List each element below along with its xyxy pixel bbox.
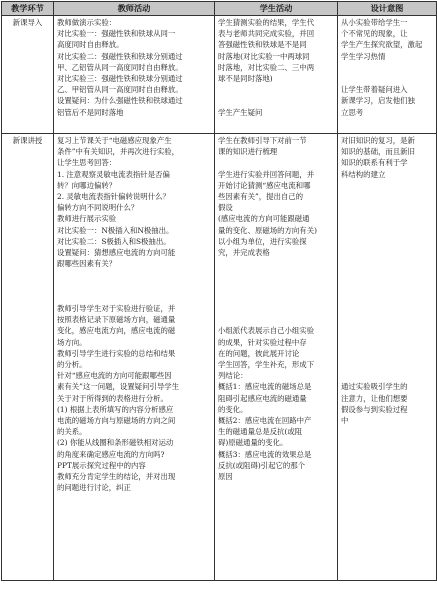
text-line: 从小实验带给学生一 [341,18,408,27]
text-line: 偏转方向不同说明什么？ [57,203,139,213]
text-line: 对比实验三：强磁性铁和铁球分别通过 [57,74,183,84]
design-intent-cell [338,16,437,134]
student-activity-cell [215,134,338,581]
text-line [341,180,433,191]
text-line: 列结论： [218,371,248,381]
text-line: 甲、乙铝管从同一高度同时自由释放。 [57,62,183,72]
text-line: 教师充分肯定学生的结论，并对出现 [57,472,176,482]
text-line [218,292,334,303]
text-line [341,303,433,314]
table-row [2,134,437,581]
text-line: 量的变化、原磁场的方向有关) [218,225,317,235]
header-design-intent: 设计意图 [338,2,437,16]
text-line: 表与老师共同完成实验，并回 [218,29,315,39]
text-line: 素有关”这一问题，设置疑问引导学生 [57,382,180,392]
text-line: 2. 灵敏电流表指针偏转说明什么？ [57,192,170,202]
text-line: 对旧知识的复习，是新 [341,136,415,145]
text-line: 的问题进行讨论，纠正 [57,483,131,493]
text-line [341,202,433,213]
text-line: 通过实验吸引学生的 [341,382,408,392]
text-line: 在的问题，彼此展开讨论 [218,348,300,358]
text-line: 课的知识进行梳理 [218,147,278,157]
text-line: 中 [341,416,349,426]
text-line: 碍)原磁通量的变化。 [218,438,288,448]
text-line: 开始讨论猜测“感应电流和哪 [218,180,311,190]
text-line: 对比实验一：N极插入和N极抽出。 [57,225,174,235]
text-line [218,258,334,269]
text-line [341,236,433,247]
text-line: 时落地，对比实验二、三中两 [218,62,315,72]
text-line: 以小组为单位，进行实验探 [218,236,307,246]
text-line: 设置疑问：猜想感应电流的方向可能 [57,248,176,258]
text-line: 的关系。 [57,427,87,437]
text-line: 设置疑问：为什么强磁性铁和铁球通过 [57,96,183,106]
text-line: 学生产生疑问 [218,107,263,117]
text-line: 究，并完成表格 [218,248,270,258]
text-line: 关于对于所得到的表格进行分析。 [57,393,168,403]
segment-cell: 新课导入 [2,16,54,134]
text-line [341,247,433,258]
header-student-activity: 学生活动 [215,2,338,16]
text-line: 对比实验二：强磁性铁和铁球分别通过 [57,51,183,61]
student-activity-cell [215,16,338,134]
text-line: 1. 注意观察灵敏电流表指针是否偏 [57,169,170,179]
text-line: 概括1：感应电流的磁场总是 [218,382,312,392]
text-line: (1) 根据上表所填写的内容分析感应 [57,404,174,414]
header-row [2,2,437,16]
text-line: 新课学习，启发他们独 [341,96,415,106]
text-line [341,359,433,370]
text-line: 复习上节课关于“电磁感应现象产生 [57,136,172,145]
text-line [218,314,334,325]
text-line: 铝管后不是同时落地 [57,107,124,117]
header-teacher-activity: 教师活动 [54,2,215,16]
text-line [57,292,211,303]
text-line: 反抗(或阻碍)引起它的那个 [218,460,306,470]
segment-cell: 新课讲授 [2,134,54,581]
text-line: 时落地(对比实验一中两球同 [218,51,310,61]
text-line: 让学生带着疑问进入 [341,85,408,95]
text-line [218,269,334,280]
text-line: 的变化。 [218,404,248,414]
text-line: 立思考 [341,107,364,117]
text-line: 阻碍引起感应电流的磁通量 [218,393,307,403]
text-line: 电流的磁场方向与原磁场的方向之间 [57,416,176,426]
design-intent-cell [338,134,437,581]
text-line: 变化，感应电流方向，感应电流的磁 [57,326,176,336]
text-line: 原因 [218,472,233,482]
text-line: 的成果，针对实验过程中存 [218,337,307,347]
text-line: 高度同时自由释放。 [57,40,124,50]
text-line: 转？向哪边偏转？ [57,180,117,190]
text-line [341,370,433,381]
lesson-plan-table [1,1,437,581]
text-line [341,213,433,224]
text-line: 概括3：感应电流的效果总是 [218,449,312,459]
text-line: 学生在教师引导下对前一节 [218,136,307,145]
text-line: 对比实验一：强磁性铁和铁球从同一 [57,29,176,39]
text-line: 学生进行实验并回答问题，并 [218,169,315,179]
text-line: 概括2：感应电流在回路中产 [218,416,312,426]
text-line: 知识的联系有利于学 [341,158,408,168]
text-line: 教师引导学生对于实验进行验证，并 [57,304,176,314]
teacher-activity-cell [54,134,215,581]
text-line: 假设 [218,203,233,213]
teacher-activity-cell [54,16,215,134]
text-line: 注意力，让他们想要 [341,393,408,403]
text-line [341,337,433,348]
text-line [218,303,334,314]
text-line [341,73,433,84]
text-line: (2) 你能从线圈和条形磁铁相对运动 [57,438,174,448]
header-segment: 教学环节 [2,2,54,16]
text-line: 的分析。 [57,360,87,370]
text-line: (感应电流的方向可能跟磁通 [218,214,310,224]
text-line [218,84,334,95]
text-line: 针对“感应电流的方向可能跟哪些因 [57,371,172,381]
text-line [341,225,433,236]
table-row [2,16,437,134]
text-line: 的角度来确定感应电流的方向吗? [57,449,165,459]
text-line: 条件”中有关知识，并再次进行实验， [57,147,180,157]
text-line: 教师引导学生进行实验的总结和结果 [57,348,176,358]
text-line [341,191,433,202]
text-line [218,157,334,168]
text-line: 让学生思考回答： [57,158,117,168]
text-line [57,281,211,292]
text-line: 跟哪些因素有关？ [57,259,117,269]
text-line: PPT展示探究过程中的内容 [57,460,146,470]
text-line [341,62,433,73]
text-line: 学生学习热情 [341,51,386,61]
text-line: 假设参与到实验过程 [341,404,408,414]
text-line [341,281,433,292]
text-line [218,281,334,292]
text-line: 教师进行展示实验 [57,214,117,224]
text-line: 生的磁通量总是反抗(或阻 [218,427,303,437]
text-line [341,348,433,359]
text-line: 按照表格记录下原磁场方向，磁通量 [57,315,176,325]
text-line: 学生产生探究欲望，激起 [341,40,423,50]
text-line [57,269,211,280]
text-line [341,325,433,336]
text-line [341,269,433,280]
text-line: 些因素有关”，提出自己的 [218,192,304,202]
text-line: 学生回答，学生补充，形成下 [218,360,315,370]
text-line: 个不常见的现象，让 [341,29,408,39]
text-line: 小组派代表展示自己小组实验 [218,326,315,336]
text-line: 知识的基础，而且新旧 [341,147,415,157]
text-line: 球不是同时落地) [218,74,273,84]
text-line: 场方向。 [57,337,87,347]
text-line: 教师做演示实验： [57,18,117,27]
text-line: 学生猜测实验的结果，学生代 [218,18,315,27]
text-line: 乙、甲铝管从同一高度同时自由释放。 [57,85,183,95]
text-line [341,314,433,325]
text-line [341,292,433,303]
text-line: 答强磁性铁和铁球是不是同 [218,40,307,50]
text-line [218,95,334,106]
text-line: 对比实验二：S极插入和S极抽出。 [57,236,171,246]
text-line: 科结构的建立 [341,169,386,179]
text-line [341,258,433,269]
